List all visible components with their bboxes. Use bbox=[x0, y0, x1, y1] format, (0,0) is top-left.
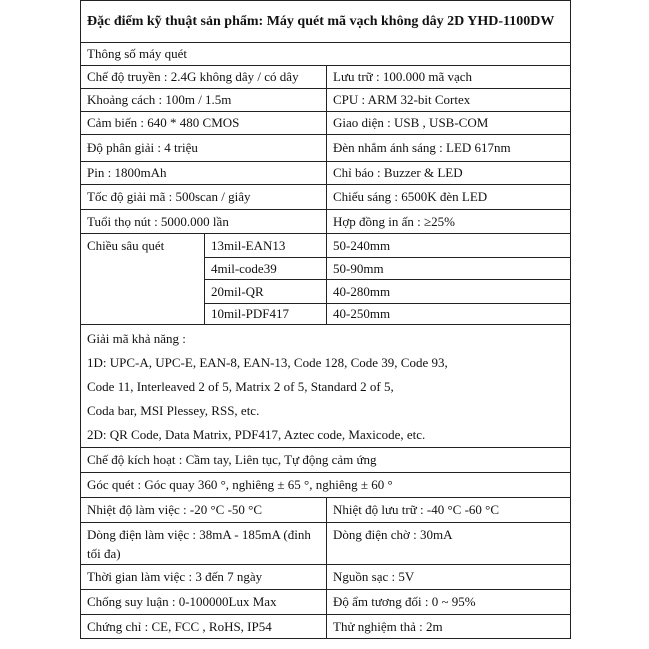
spec-row bbox=[81, 590, 571, 615]
spec-left: Pin : 1800mAh bbox=[81, 162, 327, 185]
decode-line: Code 11, Interleaved 2 of 5, Matrix 2 of 5, Standard 2 of 5, bbox=[87, 379, 394, 394]
spec-table bbox=[80, 0, 571, 639]
work-current: Dòng điện làm việc : 38mA - 185mA (đỉnh tối đa) bbox=[81, 523, 327, 565]
depth-range: 50-240mm bbox=[327, 234, 571, 258]
depth-row bbox=[81, 234, 571, 258]
depth-range: 50-90mm bbox=[327, 258, 571, 280]
spec-left: Tuổi thọ nút : 5000.000 lần bbox=[81, 210, 327, 234]
spec-row bbox=[81, 565, 571, 590]
trigger-mode: Chế độ kích hoạt : Cầm tay, Liên tục, Tự động cảm ứng bbox=[81, 448, 571, 473]
spec-right: Thử nghiệm thả : 2m bbox=[327, 615, 571, 639]
spec-row bbox=[81, 185, 571, 210]
spec-row bbox=[81, 210, 571, 234]
spec-right: Chiếu sáng : 6500K đèn LED bbox=[327, 185, 571, 210]
spec-row bbox=[81, 112, 571, 135]
decode-row bbox=[81, 325, 571, 448]
spec-left: Chống suy luận : 0-100000Lux Max bbox=[81, 590, 327, 615]
spec-right: Lưu trữ : 100.000 mã vạch bbox=[327, 66, 571, 89]
spec-right: CPU : ARM 32-bit Cortex bbox=[327, 89, 571, 112]
decode-line: 2D: QR Code, Data Matrix, PDF417, Aztec code, Maxicode, etc. bbox=[87, 427, 426, 442]
spec-right: Độ ẩm tương đối : 0 ~ 95% bbox=[327, 590, 571, 615]
depth-code: 10mil-PDF417 bbox=[205, 304, 327, 325]
spec-left: Chứng chỉ : CE, FCC , RoHS, IP54 bbox=[81, 615, 327, 639]
section-heading: Thông số máy quét bbox=[81, 43, 571, 66]
decode-block bbox=[81, 325, 571, 448]
spec-right: Nguồn sạc : 5V bbox=[327, 565, 571, 590]
decode-line: Coda bar, MSI Plessey, RSS, etc. bbox=[87, 403, 260, 418]
depth-code: 13mil-EAN13 bbox=[205, 234, 327, 258]
temp-row bbox=[81, 498, 571, 523]
storage-temp: Nhiệt độ lưu trữ : -40 °C -60 °C bbox=[327, 498, 571, 523]
spec-right: Chỉ báo : Buzzer & LED bbox=[327, 162, 571, 185]
spec-left: Thời gian làm việc : 3 đến 7 ngày bbox=[81, 565, 327, 590]
spec-row bbox=[81, 135, 571, 162]
spec-row bbox=[81, 162, 571, 185]
depth-code: 20mil-QR bbox=[205, 280, 327, 304]
spec-row bbox=[81, 89, 571, 112]
scan-angle: Góc quét : Góc quay 360 °, nghiêng ± 65 °, nghiêng ± 60 ° bbox=[81, 473, 571, 498]
spec-right: Hợp đồng in ấn : ≥25% bbox=[327, 210, 571, 234]
spec-left: Khoảng cách : 100m / 1.5m bbox=[81, 89, 327, 112]
spec-row bbox=[81, 615, 571, 639]
angle-row bbox=[81, 473, 571, 498]
spec-left: Chế độ truyền : 2.4G không dây / có dây bbox=[81, 66, 327, 89]
trigger-row bbox=[81, 448, 571, 473]
section-row bbox=[81, 43, 571, 66]
current-row bbox=[81, 523, 571, 565]
spec-left: Độ phân giải : 4 triệu bbox=[81, 135, 327, 162]
spec-title: Đặc điểm kỹ thuật sản phẩm: Máy quét mã vạch không dây 2D YHD-1100DW bbox=[81, 1, 571, 43]
spec-row bbox=[81, 66, 571, 89]
work-temp: Nhiệt độ làm việc : -20 °C -50 °C bbox=[81, 498, 327, 523]
depth-range: 40-250mm bbox=[327, 304, 571, 325]
spec-right: Đèn nhắm ánh sáng : LED 617nm bbox=[327, 135, 571, 162]
spec-left: Cảm biến : 640 * 480 CMOS bbox=[81, 112, 327, 135]
decode-line: 1D: UPC-A, UPC-E, EAN-8, EAN-13, Code 128, Code 39, Code 93, bbox=[87, 355, 448, 370]
standby-current: Dòng điện chờ : 30mA bbox=[327, 523, 571, 565]
depth-label: Chiều sâu quét bbox=[81, 234, 205, 325]
depth-range: 40-280mm bbox=[327, 280, 571, 304]
depth-code: 4mil-code39 bbox=[205, 258, 327, 280]
spec-sheet bbox=[80, 0, 570, 649]
title-row bbox=[81, 1, 571, 43]
spec-right: Giao diện : USB , USB-COM bbox=[327, 112, 571, 135]
spec-left: Tốc độ giải mã : 500scan / giây bbox=[81, 185, 327, 210]
decode-label: Giải mã khả năng : bbox=[87, 331, 186, 346]
